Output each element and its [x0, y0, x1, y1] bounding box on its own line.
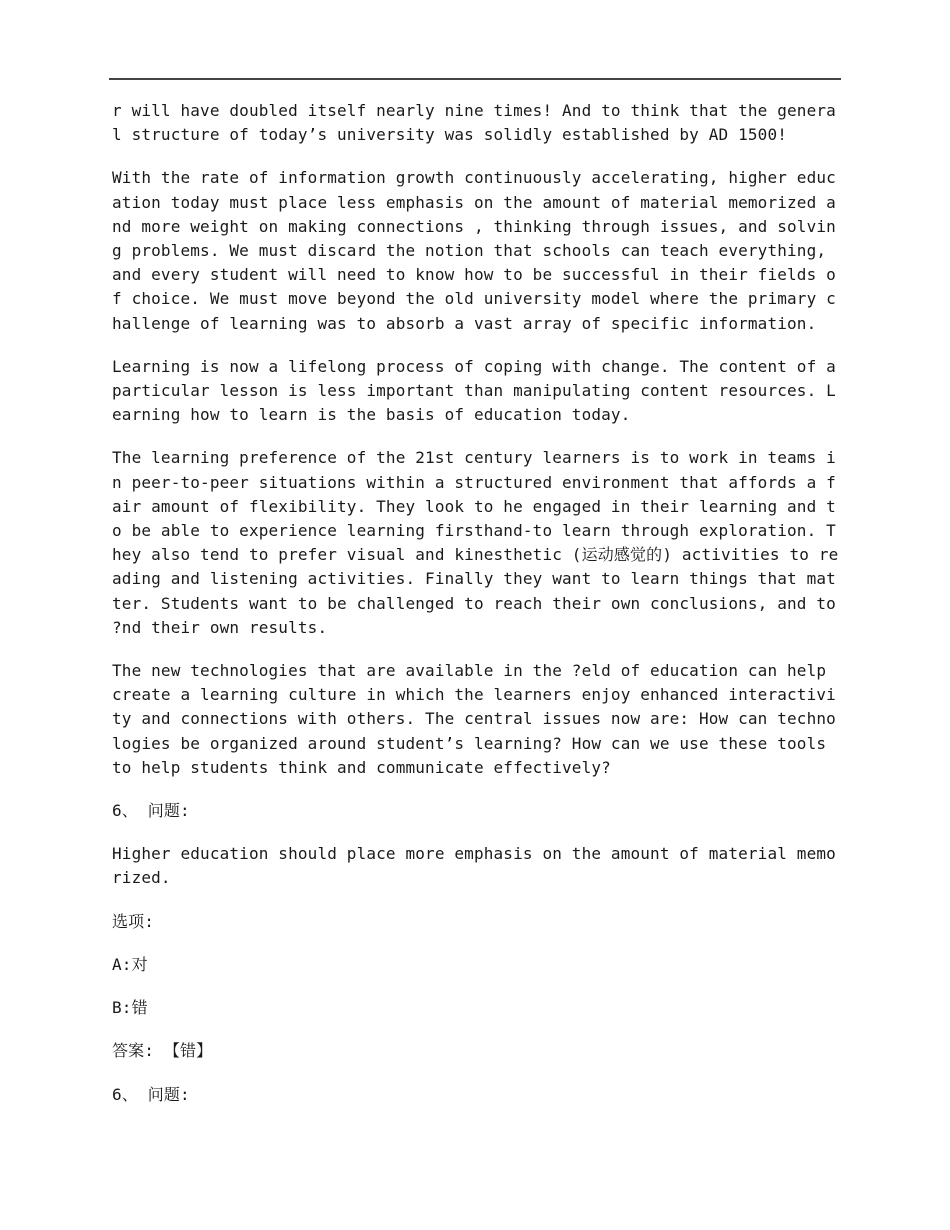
option-b: B:错	[112, 998, 148, 1018]
paragraph-5: The new technologies that are available in the ?eld of education can help create a learning culture in which the learners enjoy enhanced interactivity and connections with others. The central issues now are: How can technologies be organized around student’s learning? How can we use these tools to help students think and communicate effectively?	[112, 661, 836, 777]
answer-line: 答案: 【错】	[112, 1041, 213, 1061]
question-header: 6、 问题:	[112, 801, 190, 821]
question-text: Higher education should place more emphasis on the amount of material memorized.	[112, 844, 836, 888]
paragraph-3: Learning is now a lifelong process of coping with change. The content of a particular lesson is less important than manipulating content resources. Learning how to learn is the basis of education today.	[112, 356, 836, 425]
paragraph-1: r will have doubled itself nearly nine times! And to think that the general structure of today’s university was solidly established by AD 1500!	[112, 101, 836, 145]
paragraph-4: The learning preference of the 21st century learners is to work in teams in peer-to-peer situations within a structured environment that affords a fair amount of flexibility. They look to he engaged in their learning and to be able to experience learning firsthand-to learn through exploration. They also tend to prefer visual and kinesthetic (运动感觉的) activities to reading and listening activities. Finally they want to learn things that matter. Students want to be challenged to reach their own conclusions, and to ?nd their own results.	[112, 448, 839, 637]
next-question-header: 6、 问题:	[112, 1084, 190, 1104]
paragraph-2: With the rate of information growth continuously accelerating, higher education today must place less emphasis on the amount of material memorized and more weight on making connections , thinking through issues, and solving problems. We must discard the notion that schools can teach everything, and every student will need to know how to be successful in their fields of choice. We must move beyond the old university model where the primary challenge of learning was to absorb a vast array of specific information.	[112, 168, 836, 333]
document-body	[112, 99, 840, 1126]
options-label: 选项:	[112, 911, 155, 931]
option-a: A:对	[112, 954, 148, 974]
header-rule	[109, 78, 841, 80]
